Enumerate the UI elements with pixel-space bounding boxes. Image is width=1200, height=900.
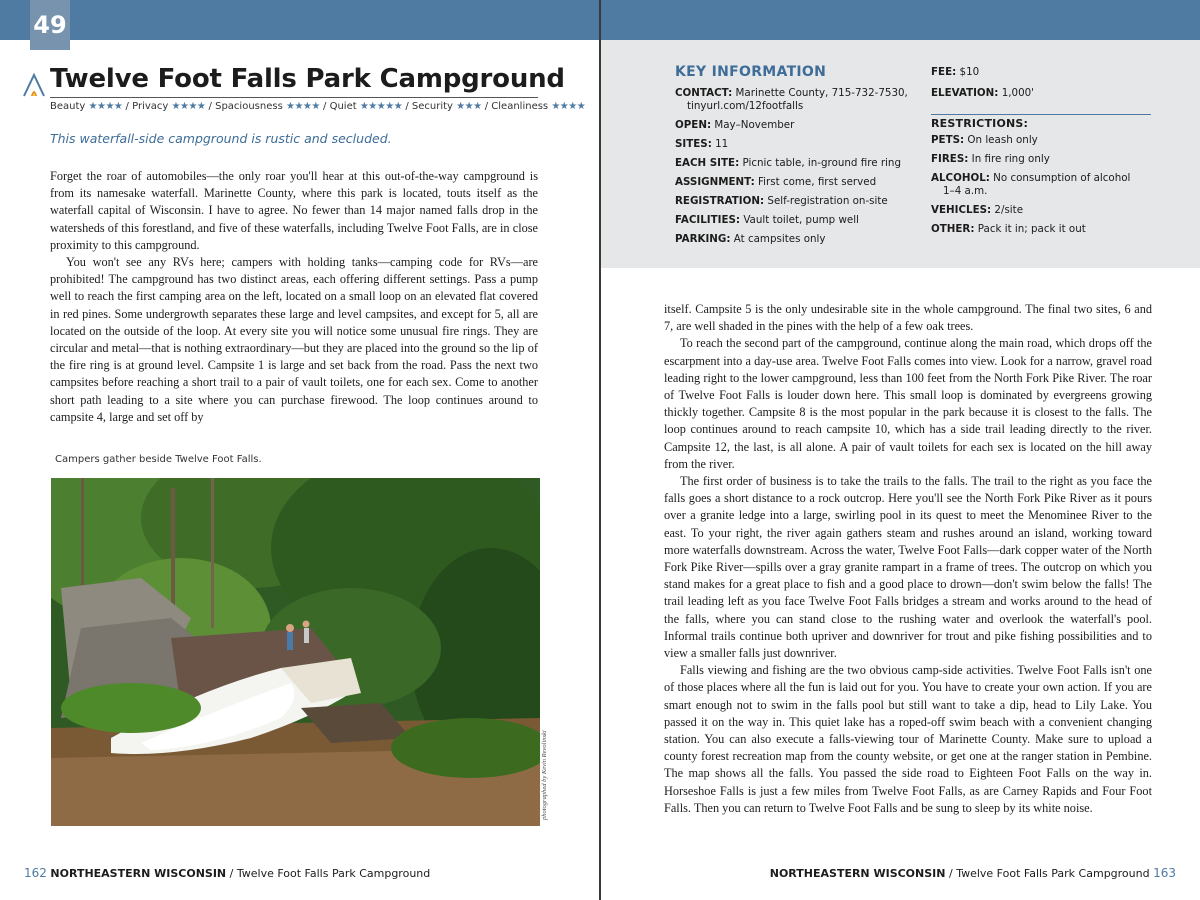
key-info-right-column bbox=[931, 66, 1156, 242]
fee-row bbox=[931, 66, 1156, 79]
key-information-panel bbox=[601, 40, 1200, 268]
key-info-row bbox=[675, 119, 915, 132]
waterfall-photo bbox=[51, 478, 540, 826]
key-info-label: ALCOHOL: bbox=[931, 172, 990, 184]
left-footer bbox=[24, 866, 430, 880]
rating-label: Security bbox=[411, 101, 453, 112]
restriction-row bbox=[931, 153, 1156, 166]
paragraph: Forget the roar of automobiles—the only roar you'll hear at this out-of-the-way campground is from its namesake waterfall. Marinette County, where this park is located, touts itself as the waterfall capital of Wisconsin. I have to agree. No fewer than 14 major named falls drop in the watersheds of this forestland, and five of these waterfalls, including Twelve Foot Falls, are in close proximity to this campground. bbox=[50, 169, 538, 252]
page-number: 163 bbox=[1153, 866, 1176, 880]
key-info-label: REGISTRATION: bbox=[675, 195, 765, 207]
key-info-label: OPEN: bbox=[675, 119, 712, 131]
key-info-value: Pack it in; pack it out bbox=[977, 223, 1086, 235]
key-info-row bbox=[675, 214, 915, 227]
key-info-value: Self-registration on-site bbox=[767, 195, 888, 207]
top-color-bar bbox=[601, 0, 1200, 40]
footer-campground: Twelve Foot Falls Park Campground bbox=[956, 867, 1150, 880]
restrictions-rule bbox=[931, 114, 1151, 115]
key-info-label: CONTACT: bbox=[675, 87, 733, 99]
key-info-value: May–November bbox=[714, 119, 795, 131]
key-info-value: $10 bbox=[959, 66, 980, 78]
key-info-label: SITES: bbox=[675, 138, 712, 150]
rating-label: Spaciousness bbox=[215, 101, 283, 112]
key-info-value: 11 bbox=[715, 138, 729, 150]
footer-separator: / bbox=[948, 867, 953, 880]
paragraph: You won't see any RVs here; campers with holding tanks—camping code for RVs—are prohibited! The campground has two distinct areas, each offering different settings. Pass a pump well to reach the first camping area on the left, located on a small loop on an elevated flat covered in red pines. Some undergrowth separates these large and level campsites, and except for 5, all are located on the outside of the loop. At every site you will notice some unusual fire rings. They are circular and metal—that is nothing extraordinary—but they are placed into the ground so the lip of the fire ring is at ground level. Campsite 1 is large and set back from the road. Pass the next two campsites before reaching a short trail to a pair of vault toilets, one for each sex. Come to another short path leading to a site where you can purchase firewood. The loop continues around to campsite 4, large and set off by bbox=[50, 255, 538, 424]
rating-label: Privacy bbox=[132, 101, 169, 112]
key-info-row bbox=[675, 233, 915, 246]
footer-campground: Twelve Foot Falls Park Campground bbox=[236, 867, 431, 880]
key-info-label: FIRES: bbox=[931, 153, 969, 165]
chapter-number-badge: 49 bbox=[30, 0, 70, 50]
page-title: Twelve Foot Falls Park Campground bbox=[50, 64, 565, 94]
rating-label: Cleanliness bbox=[491, 101, 549, 112]
rating-stars: ★★★★ bbox=[88, 101, 123, 112]
key-info-label: ELEVATION: bbox=[931, 87, 999, 99]
key-info-row bbox=[675, 176, 915, 189]
key-info-value: On leash only bbox=[967, 134, 1038, 146]
restriction-row bbox=[931, 223, 1156, 236]
rating-stars: ★★★ bbox=[456, 101, 482, 112]
photo-credit-text: photographed by Kevin Revolinski bbox=[541, 730, 548, 820]
key-info-label: EACH SITE: bbox=[675, 157, 740, 169]
rating-stars: ★★★★★ bbox=[359, 101, 403, 112]
left-body-text bbox=[50, 168, 538, 428]
key-info-value: At campsites only bbox=[733, 233, 826, 245]
key-info-label: PETS: bbox=[931, 134, 965, 146]
key-info-value: First come, first served bbox=[758, 176, 877, 188]
right-page bbox=[601, 0, 1200, 900]
waterfall-illustration bbox=[51, 478, 540, 826]
footer-separator: / bbox=[229, 867, 234, 880]
key-info-label: PARKING: bbox=[675, 233, 731, 245]
key-info-value: 2/site bbox=[994, 204, 1024, 216]
footer-region: NORTHEASTERN WISCONSIN bbox=[769, 867, 946, 880]
paragraph: The first order of business is to take the trails to the falls. The trail to the right as you face the falls goes a short distance to a rock outcrop. Here you'll see the North Fork Pike River as it pours over a granite ledge into a large, swirling pool in its quest to meet the Menominee River to the east. To your right, the river again gathers steam and rushes around an island, working toward more waterfalls downstream. Across the water, Twelve Foot Falls—dark copper water of the North Fork Pike River—spills over a gray granite rampart in a frame of trees. The outcrop on which you stand makes for a great place to fish and a good place to drown—don't swim below the falls! The trail leading left as you face Twelve Foot Falls bridges a stream and works around to the head of the falls, where you can stand close to the rushing water and overlook the waterfall's pool. Informal trails continue both upriver and downriver for trout and pike fishing possibilities and to view a smaller falls just downriver. bbox=[664, 474, 1152, 661]
rating-stars: ★★★★ bbox=[171, 101, 206, 112]
restriction-row bbox=[931, 204, 1156, 217]
key-info-value: 1,000' bbox=[1001, 87, 1035, 99]
key-info-row bbox=[675, 157, 915, 170]
key-info-label: FEE: bbox=[931, 66, 957, 78]
rating-stars: ★★★★ bbox=[551, 101, 586, 112]
key-info-row bbox=[675, 87, 915, 113]
key-info-row bbox=[675, 195, 915, 208]
right-footer bbox=[770, 866, 1176, 880]
rating-label: Beauty bbox=[50, 101, 86, 112]
key-info-value: 1–4 a.m. bbox=[943, 185, 988, 197]
key-info-label: ASSIGNMENT: bbox=[675, 176, 755, 188]
key-info-label: FACILITIES: bbox=[675, 214, 741, 226]
key-info-value: No consumption of alcohol bbox=[993, 172, 1131, 184]
right-body-text bbox=[664, 301, 1152, 831]
rating-stars: ★★★★ bbox=[285, 101, 320, 112]
paragraph: itself. Campsite 5 is the only undesirable site in the whole campground. The final two sites, 6 and 7, are well shaded in the pines with the help of a few oak trees. bbox=[664, 302, 1152, 334]
restriction-row bbox=[931, 134, 1156, 147]
key-info-label: VEHICLES: bbox=[931, 204, 992, 216]
elevation-row bbox=[931, 87, 1156, 100]
key-info-value: Picnic table, in-ground fire ring bbox=[742, 157, 901, 169]
key-info-row bbox=[675, 138, 915, 151]
restrictions-heading: RESTRICTIONS: bbox=[931, 117, 1029, 130]
title-underline bbox=[50, 97, 538, 98]
top-color-bar bbox=[0, 0, 600, 40]
key-info-value: tinyurl.com/12footfalls bbox=[687, 100, 804, 112]
key-info-value: In fire ring only bbox=[971, 153, 1050, 165]
restriction-row bbox=[931, 172, 1156, 198]
key-info-value: Marinette County, 715-732-7530, bbox=[735, 87, 908, 99]
rating-label: Quiet bbox=[329, 101, 357, 112]
key-info-left-column bbox=[675, 87, 915, 252]
footer-region: NORTHEASTERN WISCONSIN bbox=[50, 867, 227, 880]
key-info-label: OTHER: bbox=[931, 223, 975, 235]
key-info-heading: KEY INFORMATION bbox=[675, 64, 827, 80]
paragraph: To reach the second part of the campground, continue along the main road, which drops off the escarpment into a day-use area. Twelve Foot Falls comes into view. Look for a narrow, gravel road leading right to the lower campground, less than 100 feet from the North Fork Pike River. The roar of Twelve Foot Falls is louder down here. This small loop is dominated by evergreens growing thickly together. Campsite 8 is the most popular in the park because it is closest to the falls. The loop continues around to reach campsite 10, which has a side trail leading directly to the river. Campsite 12, the last, is all alone. A pair of vault toilets for each sex is located on the hill away from the river. bbox=[664, 336, 1152, 471]
photo-caption: Campers gather beside Twelve Foot Falls. bbox=[55, 454, 262, 465]
page-number: 162 bbox=[24, 866, 47, 880]
photo-credit bbox=[541, 720, 553, 820]
tagline: This waterfall-side campground is rustic and secluded. bbox=[50, 131, 392, 146]
ratings-line: Beauty ★★★★ / Privacy ★★★★ / Spaciousness ★★★★ / Quiet ★★★★★ / Security ★★★ / Cleanliness ★★★★ bbox=[50, 101, 586, 112]
tent-campfire-icon bbox=[22, 72, 46, 98]
key-info-value: Vault toilet, pump well bbox=[743, 214, 859, 226]
paragraph: Falls viewing and fishing are the two obvious camp-side activities. Twelve Foot Falls isn't one of those places where all the fun is laid out for you. You have to create your own action. If you are smart enough not to swim in the falls pool but still want to take a dip, head to Lily Lake. You passed it on the way in. This quiet lake has a roped-off swim beach with a convenient changing station. You can also execute a falls-viewing tour of Marinette County. Make sure to upload a county forest recreation map from the county website, or get one at the ranger station in Pembine. The map shows all the falls. You passed the side road to Eighteen Foot Falls on the way in. Horseshoe Falls is just a few miles from Twelve Foot Falls, as are Carney Rapids and Four Foot Falls. Then you can return to Twelve Foot Falls and be sung to sleep by its white noise. bbox=[664, 663, 1152, 815]
